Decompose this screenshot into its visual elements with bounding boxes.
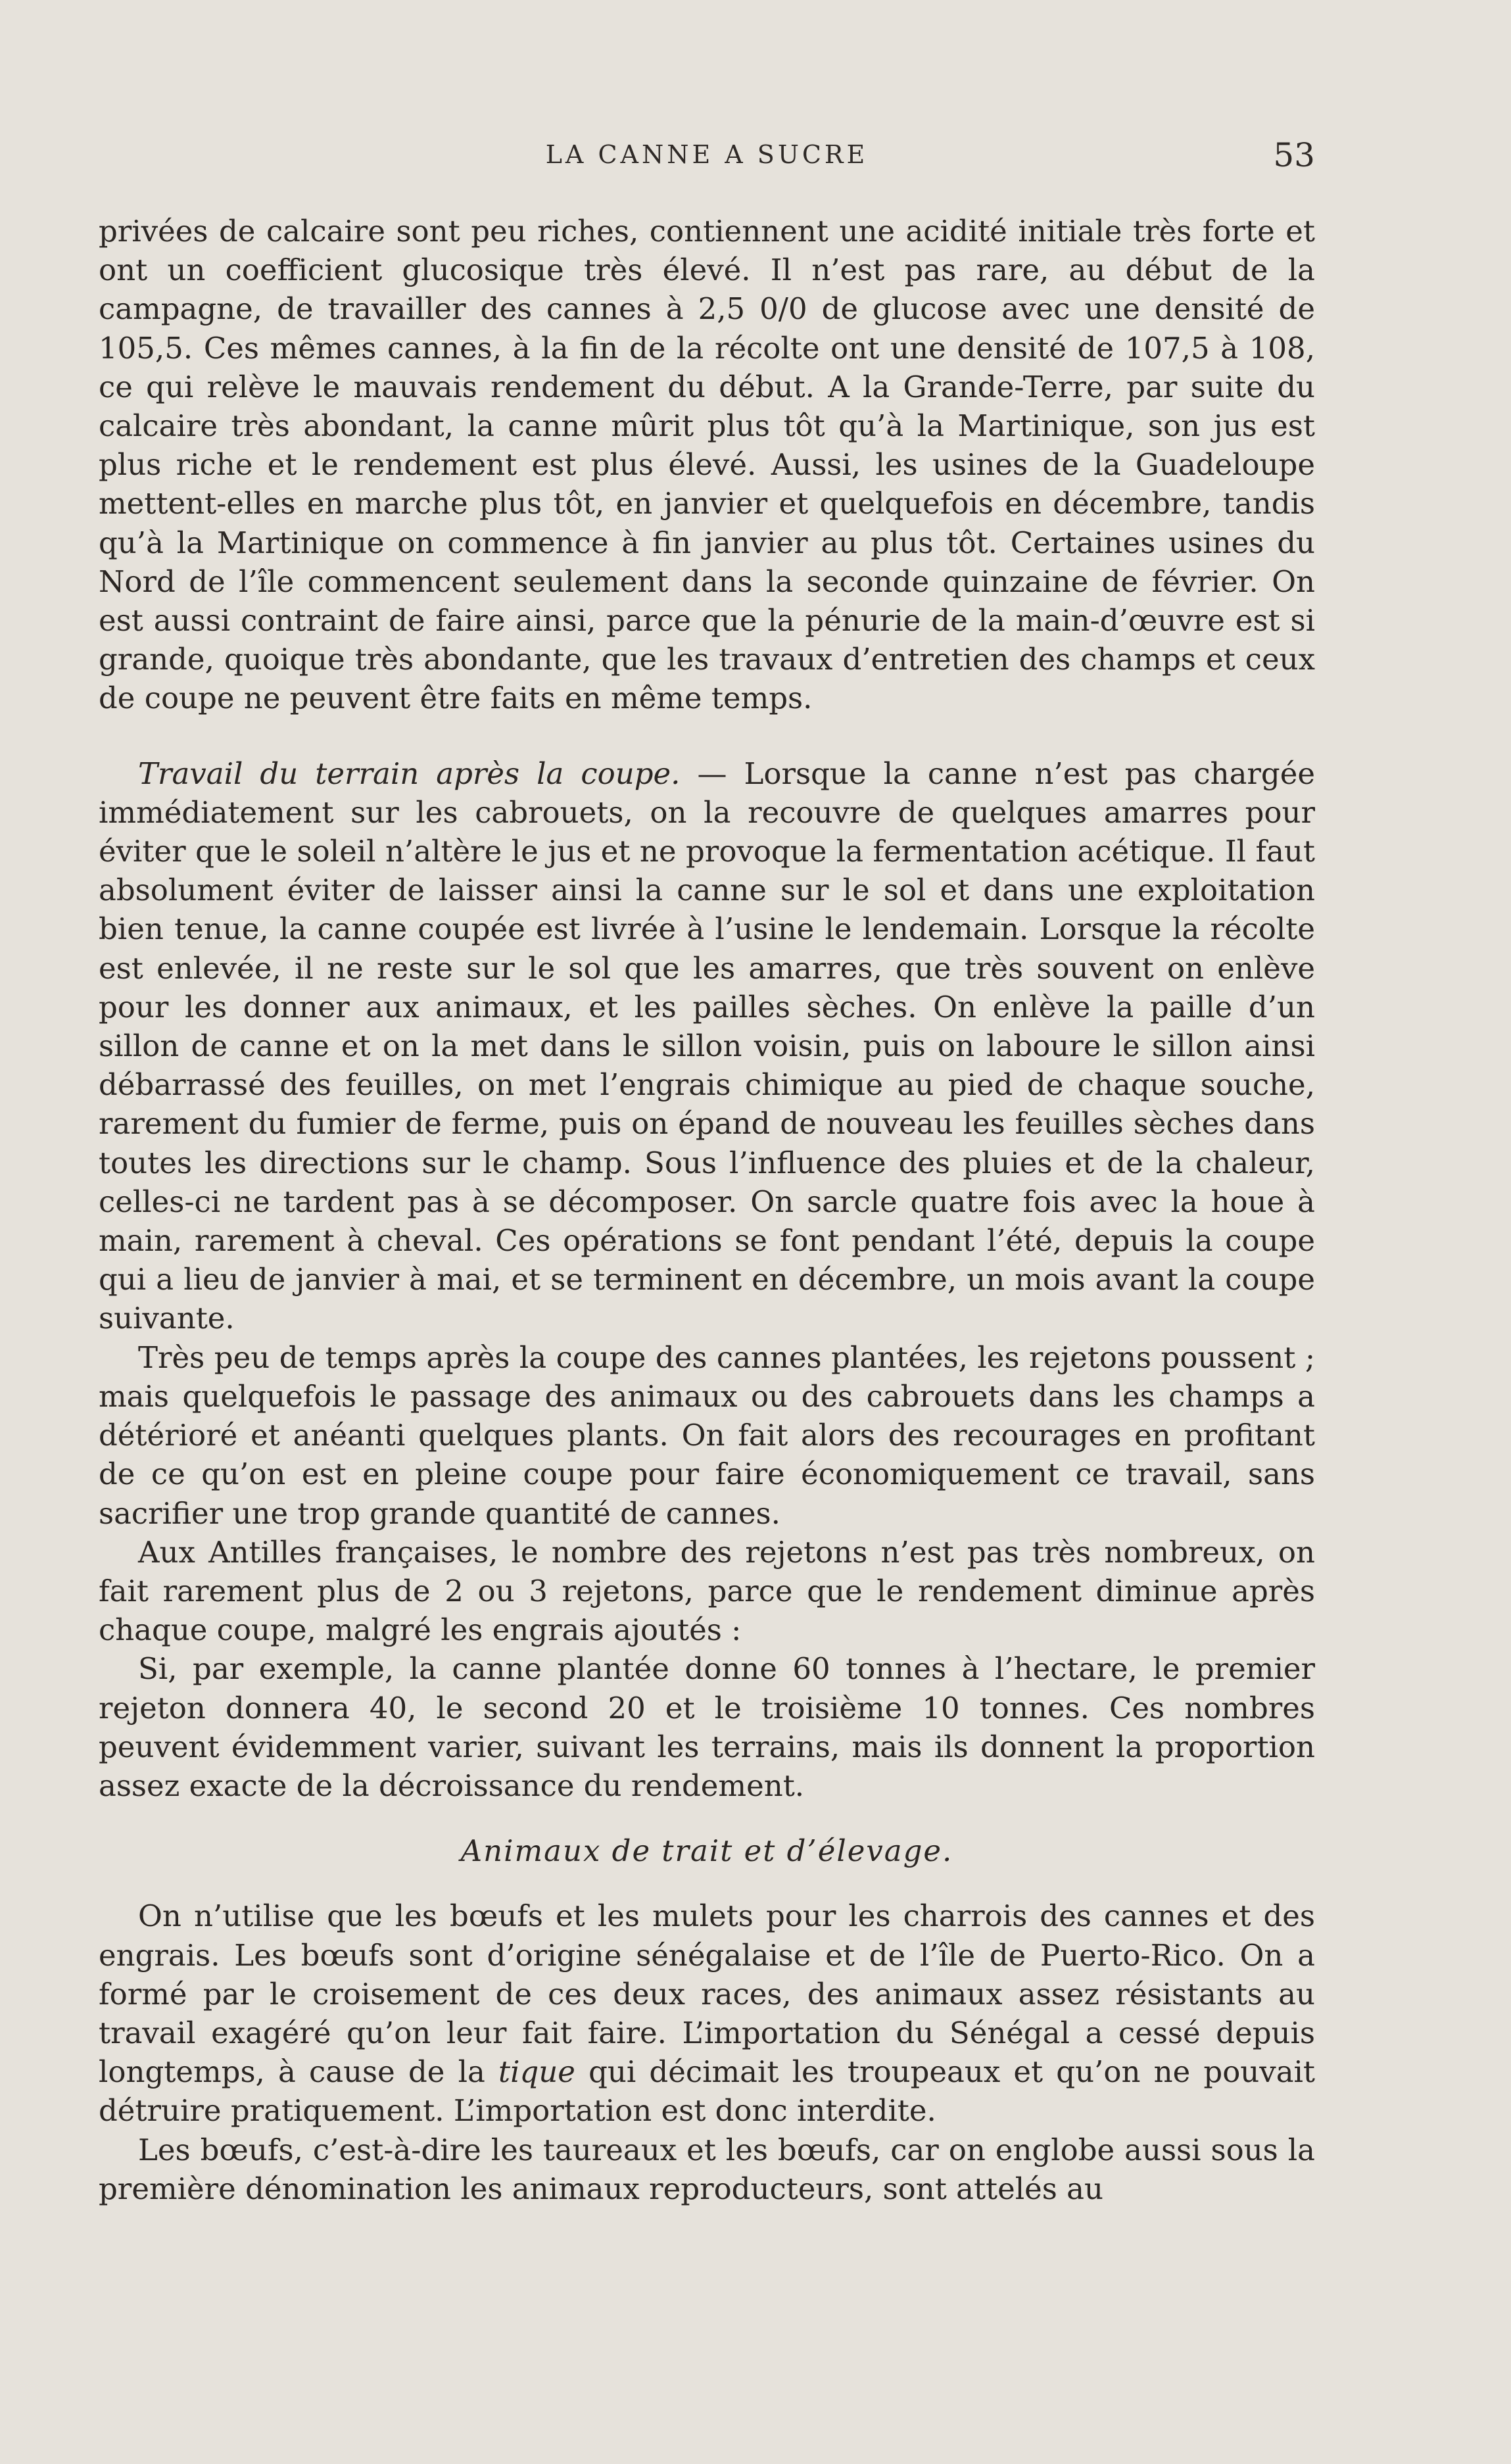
page-number: 53: [1273, 136, 1315, 174]
paragraph-spacer: [99, 718, 1315, 754]
paragraph-continuation: privées de calcaire sont peu riches, contiennent une acidité initiale très forte et ont un coefficient glucosique très élevé. Il n’est pas rare, au début de la campagne, de travailler des cannes à 2,5 0/0 de glucose avec une densité de 105,5. Ces mêmes cannes, à la fin de la récolte ont une densité de 107,5 à 108, ce qui relève le mauvais rendement du début. A la Grande-Terre, par suite du calcaire très abondant, la canne mûrit plus tôt qu’à la Martinique, son jus est plus riche et le rendement est plus élevé. Aussi, les usines de la Guadeloupe mettent-elles en marche plus tôt, en janvier et quelquefois en décembre, tandis qu’à la Martinique on commence à fin janvier au plus tôt. Certaines usines du Nord de l’île commencent seulement dans la seconde quinzaine de février. On est aussi contraint de faire ainsi, parce que la pénurie de la main-d’œuvre est si grande, quoique très abondante, que les travaux d’entretien des champs et ceux de coupe ne peuvent être faits en même temps.: [99, 214, 1315, 716]
paragraph-rejetons: Très peu de temps après la coupe des cannes plantées, les rejetons poussent ; mais quelquefois le passage des animaux ou des cabrouets dans les champs a détérioré et anéanti quelques plants. On fait alors des recourages en profitant de ce qu’on est en pleine coupe pour faire économiquement ce travail, sans sacrifier une trop grande quantité de cannes.: [99, 1340, 1315, 1531]
paragraph-boeufs: Les bœufs, c’est-à-dire les taureaux et les bœufs, car on englobe aussi sous la première dénomination les animaux reproducteurs, sont attelés au: [99, 2132, 1315, 2206]
run-in-heading: Travail du terrain après la coupe.: [138, 756, 681, 791]
paragraph-body: On n’utilise que les bœufs et les mulets pour les charrois des cannes et des engrais. Les bœufs sont d’origine sénégalaise et de l’île de Puerto-Rico. On a formé par le croisement de ces deux races, des animaux assez résistants au travail exagéré qu’on leur fait faire. L’importation du Sénégal a cessé depuis longtemps, à cause de la: [99, 1898, 1315, 2090]
section-title: Animaux de trait et d’élevage.: [460, 1833, 953, 1869]
paragraph-travail-du-terrain: [99, 754, 1315, 1338]
running-title: LA CANNE A SUCRE: [545, 140, 869, 169]
section-spacer: [99, 1870, 1315, 1896]
italic-term: tique: [498, 2054, 575, 2090]
paragraph-exemple: Si, par exemple, la canne plantée donne 60 tonnes à l’hectare, le premier rejeton donnera 40, le second 20 et le troisième 10 tonnes. Ces nombres peuvent évidemment varier, suivant les terrains, mais ils donnent la proportion assez exacte de la décroissance du rendement.: [99, 1651, 1315, 1803]
running-head: [99, 136, 1315, 176]
paragraph-body: qui décimait les troupeaux et qu’on ne pouvait détruire pratiquement. L’importation est donc interdite.: [99, 2054, 1316, 2129]
paragraph-antilles: Aux Antilles françaises, le nombre des rejetons n’est pas très nombreux, on fait rarement plus de 2 ou 3 rejetons, parce que le rendement diminue après chaque coupe, malgré les engrais ajoutés :: [99, 1534, 1315, 1648]
paragraph-body: — Lorsque la canne n’est pas chargée immédiatement sur les cabrouets, on la recouvre de quelques amarres pour éviter que le soleil n’altère le jus et ne provoque la fermentation acétique. Il faut absolument éviter de laisser ainsi la canne sur le sol et dans une exploitation bien tenue, la canne coupée est livrée à l’usine le lendemain. Lorsque la récolte est enlevée, il ne reste sur le sol que les amarres, que très souvent on enlève pour les donner aux animaux, et les pailles sèches. On enlève la paille d’un sillon de canne et on la met dans le sillon voisin, puis on laboure le sillon ainsi débarrassé des feuilles, on met l’engrais chimique au pied de chaque souche, rarement du fumier de ferme, puis on épand de nouveau les feuilles sèches dans toutes les directions sur le champ. Sous l’influence des pluies et de la chaleur, celles-ci ne tardent pas à se décomposer. On sarcle quatre fois avec la houe à main, rarement à cheval. Ces opérations se font pendant l’été, depuis la coupe qui a lieu de janvier à mai, et se terminent en décembre, un mois avant la coupe suivante.: [99, 756, 1315, 1336]
body-text: [99, 212, 1315, 2208]
paragraph-animaux: [99, 1896, 1315, 2130]
section-spacer: [99, 1805, 1315, 1831]
